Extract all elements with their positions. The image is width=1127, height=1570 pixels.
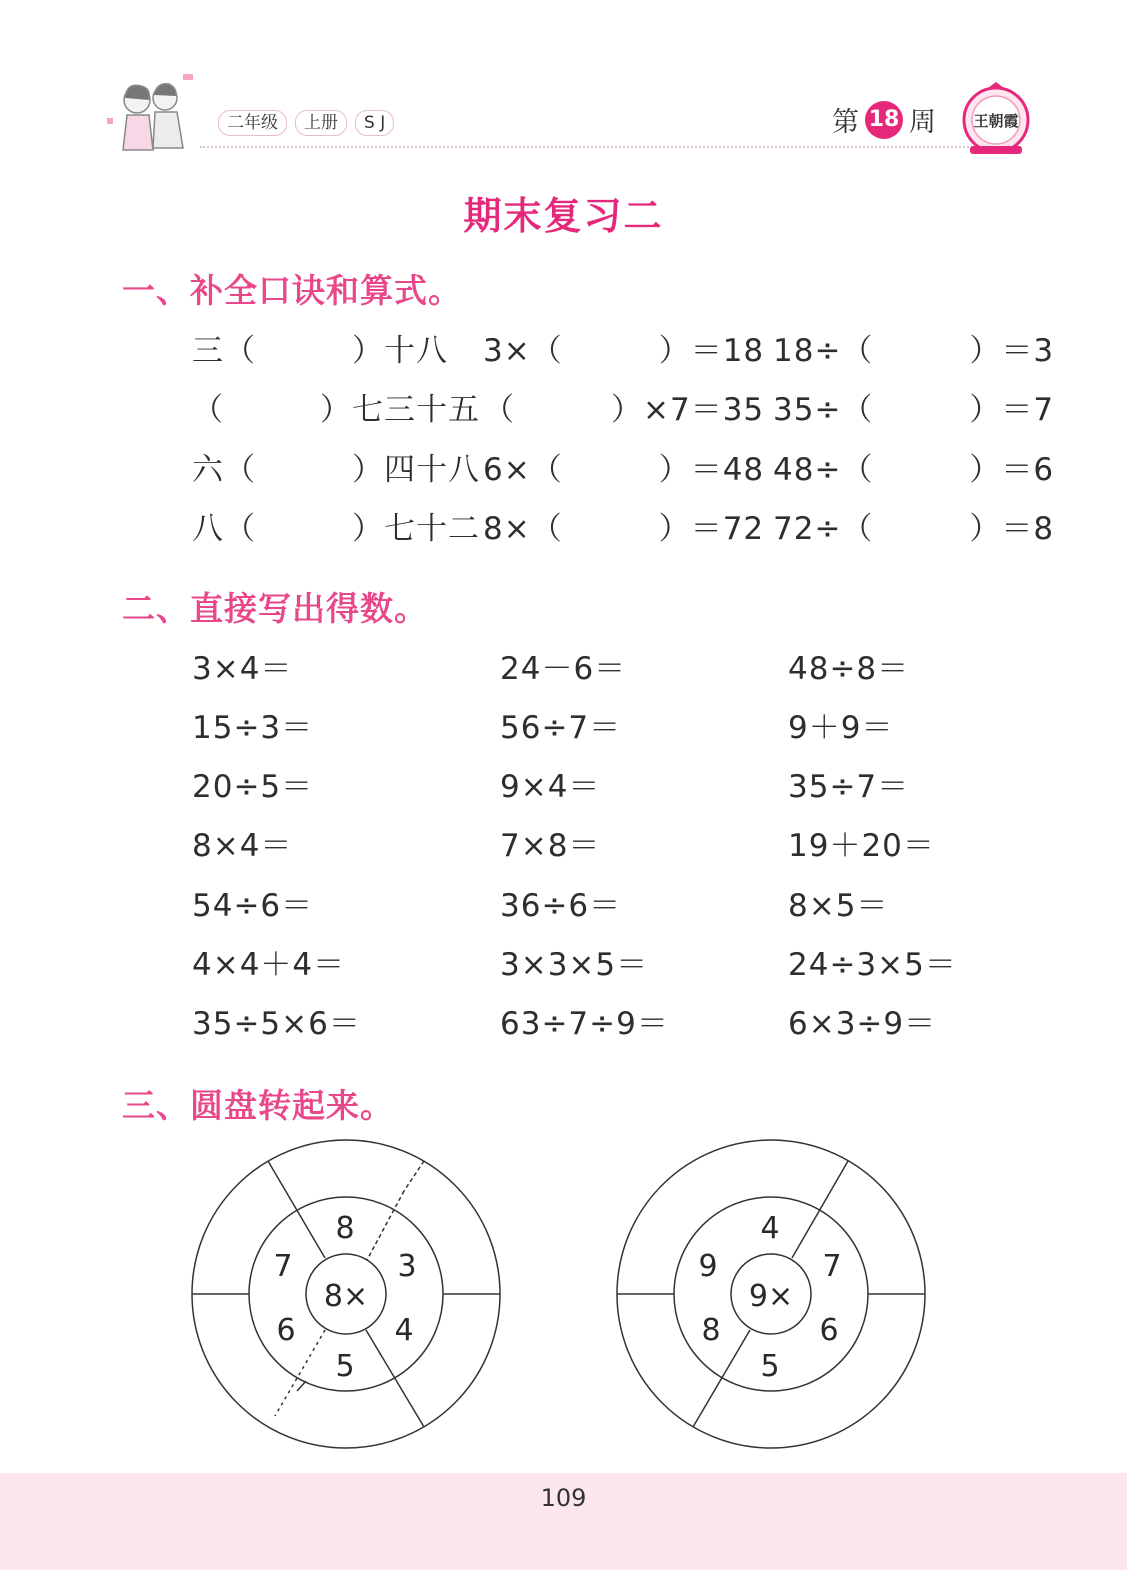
s1-r4-c3: 72÷（ ）＝8 (773, 511, 1055, 547)
s2-r2-c2: 56÷7＝ (500, 710, 622, 746)
book-info (218, 110, 394, 136)
number-wheel-left (180, 1130, 510, 1460)
s1-r3-c2: 6×（ ）＝48 (483, 452, 765, 488)
s1-r3-c1: 六（ ）四十八 (192, 452, 480, 488)
week-prefix: 第 (832, 107, 859, 138)
s2-r7-c1: 35÷5×6＝ (192, 1006, 361, 1042)
s2-r4-c3: 19＋20＝ (788, 828, 935, 864)
week-label (832, 100, 936, 139)
s2-r2-c1: 15÷3＝ (192, 710, 314, 746)
wheel-left-number-upper-right: 3 (397, 1249, 417, 1284)
s2-r7-c3: 6×3÷9＝ (788, 1006, 937, 1042)
wheel-right-center-operator: 9× (748, 1279, 794, 1314)
s2-r1-c2: 24－6＝ (500, 651, 627, 687)
s2-r3-c1: 20÷5＝ (192, 769, 314, 805)
s1-r2-c3: 35÷（ ）＝7 (773, 392, 1055, 428)
wheel-right-number-upper-right: 7 (822, 1249, 842, 1284)
s1-r2-c2: （ ）×7＝35 (483, 392, 765, 428)
s2-r6-c3: 24÷3×5＝ (788, 947, 957, 983)
wheel-right-number-bottom: 5 (760, 1349, 780, 1384)
s2-r3-c3: 35÷7＝ (788, 769, 910, 805)
s1-r1-c2: 3×（ ）＝18 (483, 333, 765, 369)
wheel-left-number-lower-right: 4 (394, 1313, 414, 1348)
s1-r2-c1: （ ）七三十五 (192, 392, 480, 428)
s1-r4-c2: 8×（ ）＝72 (483, 511, 765, 547)
wheel-right-number-lower-left: 8 (701, 1313, 721, 1348)
s1-r1-c1: 三（ ）十八 (192, 333, 448, 369)
section1-heading: 一、补全口诀和算式。 (122, 271, 462, 310)
page-title: 期末复习二 (463, 194, 664, 238)
s2-r4-c1: 8×4＝ (192, 828, 293, 864)
week-suffix: 周 (909, 107, 936, 138)
s2-r4-c2: 7×8＝ (500, 828, 601, 864)
wheel-left-center-operator: 8× (323, 1279, 369, 1314)
edition-badge: S J (355, 110, 394, 136)
s2-r6-c1: 4×4＋4＝ (192, 947, 346, 983)
header-divider (200, 146, 980, 148)
children-illustration (105, 70, 205, 158)
s1-r4-c1: 八（ ）七十二 (192, 511, 480, 547)
wheel-right-number-lower-right: 6 (819, 1313, 839, 1348)
page-number: 109 (540, 1484, 587, 1512)
week-number-badge: 18 (865, 101, 903, 139)
wheel-left-number-top: 8 (335, 1211, 355, 1246)
grade-badge: 二年级 (218, 110, 287, 136)
s2-r2-c3: 9＋9＝ (788, 710, 894, 746)
s2-r1-c1: 3×4＝ (192, 651, 293, 687)
wheel-right-number-top: 4 (760, 1211, 780, 1246)
wheel-right-number-upper-left: 9 (698, 1249, 718, 1284)
number-wheel-right (606, 1130, 936, 1460)
volume-badge: 上册 (295, 110, 347, 136)
section3-heading: 三、圆盘转起来。 (122, 1086, 394, 1125)
s2-r1-c3: 48÷8＝ (788, 651, 910, 687)
s2-r6-c2: 3×3×5＝ (500, 947, 649, 983)
s2-r7-c2: 63÷7÷9＝ (500, 1006, 669, 1042)
section2-heading: 二、直接写出得数。 (122, 589, 428, 628)
wheel-left-number-bottom: 5 (335, 1349, 355, 1384)
logo-text: 王朝霞 (973, 112, 1019, 130)
s1-r1-c3: 18÷（ ）＝3 (773, 333, 1055, 369)
s2-r5-c2: 36÷6＝ (500, 888, 622, 924)
s2-r3-c2: 9×4＝ (500, 769, 601, 805)
s2-r5-c3: 8×5＝ (788, 888, 889, 924)
s1-r3-c3: 48÷（ ）＝6 (773, 452, 1055, 488)
wheel-left-number-upper-left: 7 (273, 1249, 293, 1284)
s2-r5-c1: 54÷6＝ (192, 888, 314, 924)
brand-seal-logo (960, 80, 1032, 160)
wheel-left-number-lower-left: 6 (276, 1313, 296, 1348)
